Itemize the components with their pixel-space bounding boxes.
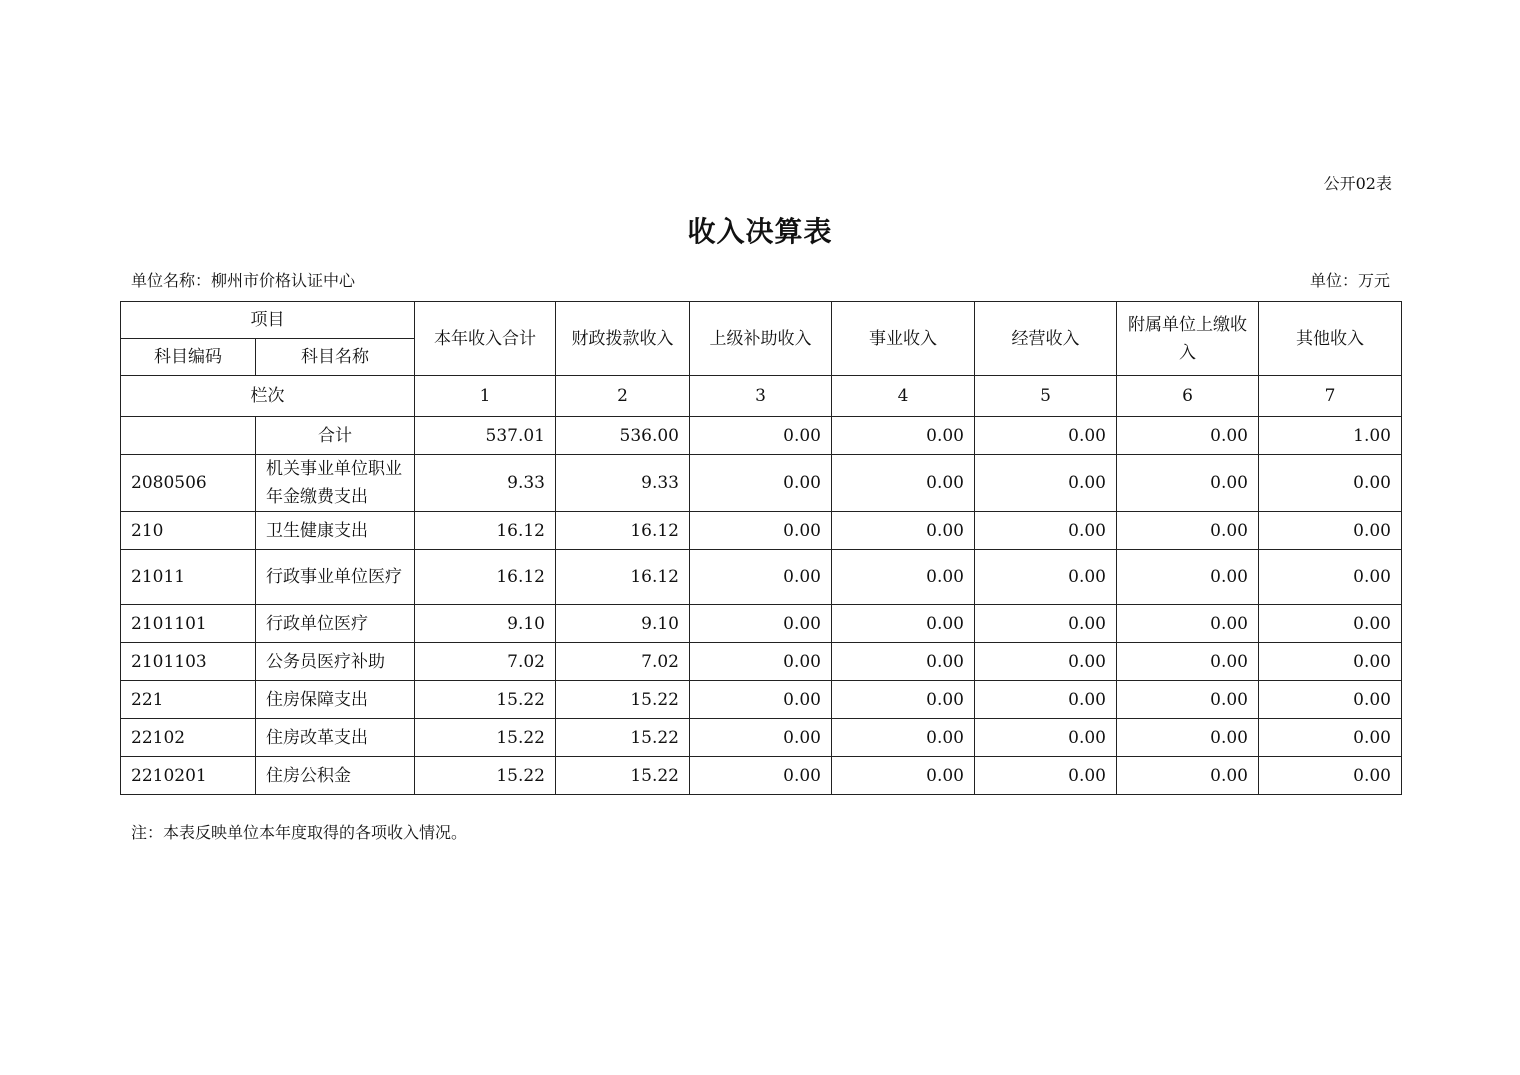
- amount-cell: 0.00: [975, 512, 1117, 550]
- amount-cell: 0.00: [1259, 681, 1402, 719]
- unit-name: 单位名称：柳州市价格认证中心: [131, 271, 356, 290]
- amount-cell: 0.00: [975, 455, 1117, 512]
- project-header: 项目: [121, 302, 415, 339]
- subject-name-cell: 住房改革支出: [256, 719, 415, 757]
- amount-cell: 0.00: [975, 643, 1117, 681]
- page-title: 收入决算表: [687, 215, 833, 248]
- income-table: [120, 301, 1402, 795]
- amount-cell: 0.00: [975, 605, 1117, 643]
- total-value: 537.01: [415, 417, 556, 455]
- total-value: 536.00: [556, 417, 690, 455]
- amount-cell: 7.02: [556, 643, 690, 681]
- amount-cell: 16.12: [556, 550, 690, 605]
- table-row: [121, 605, 1402, 643]
- subject-name-cell: 卫生健康支出: [256, 512, 415, 550]
- amount-cell: 0.00: [690, 550, 832, 605]
- subject-name-cell: 行政单位医疗: [256, 605, 415, 643]
- subject-name-cell: 公务员医疗补助: [256, 643, 415, 681]
- amount-cell: 0.00: [690, 455, 832, 512]
- amount-cell: 9.10: [556, 605, 690, 643]
- column-header: 本年收入合计: [415, 302, 556, 376]
- total-row: [121, 417, 1402, 455]
- currency-unit: 单位：万元: [1309, 271, 1390, 290]
- amount-cell: 0.00: [832, 455, 975, 512]
- amount-cell: 0.00: [832, 512, 975, 550]
- table-row: [121, 550, 1402, 605]
- amount-cell: 0.00: [832, 681, 975, 719]
- amount-cell: 0.00: [1117, 643, 1259, 681]
- amount-cell: 0.00: [1117, 605, 1259, 643]
- footnote: 注：本表反映单位本年度取得的各项收入情况。: [131, 823, 468, 842]
- amount-cell: 9.10: [415, 605, 556, 643]
- amount-cell: 0.00: [690, 681, 832, 719]
- name-header: 科目名称: [256, 339, 415, 376]
- total-value: 1.00: [1259, 417, 1402, 455]
- amount-cell: 0.00: [832, 550, 975, 605]
- amount-cell: 0.00: [832, 643, 975, 681]
- column-header: 经营收入: [975, 302, 1117, 376]
- index-cell: 4: [832, 376, 975, 417]
- table-row: [121, 455, 1402, 512]
- column-header: 附属单位上缴收入: [1117, 302, 1259, 376]
- total-value: 0.00: [1117, 417, 1259, 455]
- amount-cell: 0.00: [832, 757, 975, 795]
- amount-cell: 15.22: [556, 719, 690, 757]
- index-label: 栏次: [121, 376, 415, 417]
- amount-cell: 15.22: [415, 757, 556, 795]
- total-value: 0.00: [832, 417, 975, 455]
- subject-code-cell: 2080506: [121, 455, 256, 512]
- amount-cell: 16.12: [556, 512, 690, 550]
- subject-name-cell: 住房保障支出: [256, 681, 415, 719]
- amount-cell: 0.00: [975, 757, 1117, 795]
- amount-cell: 0.00: [1117, 512, 1259, 550]
- index-cell: 2: [556, 376, 690, 417]
- amount-cell: 0.00: [1117, 757, 1259, 795]
- amount-cell: 0.00: [690, 643, 832, 681]
- amount-cell: 0.00: [690, 757, 832, 795]
- amount-cell: 0.00: [1117, 550, 1259, 605]
- total-value: 0.00: [975, 417, 1117, 455]
- amount-cell: 0.00: [1117, 455, 1259, 512]
- table-row: [121, 719, 1402, 757]
- total-value: 0.00: [690, 417, 832, 455]
- subject-name-cell: 住房公积金: [256, 757, 415, 795]
- amount-cell: 9.33: [556, 455, 690, 512]
- amount-cell: 7.02: [415, 643, 556, 681]
- index-cell: 5: [975, 376, 1117, 417]
- amount-cell: 0.00: [1117, 681, 1259, 719]
- amount-cell: 15.22: [556, 681, 690, 719]
- amount-cell: 0.00: [1259, 550, 1402, 605]
- subject-code-cell: 221: [121, 681, 256, 719]
- index-cell: 7: [1259, 376, 1402, 417]
- amount-cell: 0.00: [832, 719, 975, 757]
- code-header: 科目编码: [121, 339, 256, 376]
- amount-cell: 0.00: [975, 681, 1117, 719]
- amount-cell: 0.00: [690, 719, 832, 757]
- amount-cell: 0.00: [1117, 719, 1259, 757]
- amount-cell: 0.00: [690, 512, 832, 550]
- amount-cell: 16.12: [415, 550, 556, 605]
- amount-cell: 15.22: [556, 757, 690, 795]
- amount-cell: 15.22: [415, 681, 556, 719]
- amount-cell: 0.00: [1259, 455, 1402, 512]
- amount-cell: 0.00: [975, 719, 1117, 757]
- table-row: [121, 757, 1402, 795]
- table-row: [121, 512, 1402, 550]
- subject-name-cell: 行政事业单位医疗: [256, 550, 415, 605]
- amount-cell: 15.22: [415, 719, 556, 757]
- amount-cell: 0.00: [1259, 643, 1402, 681]
- index-cell: 6: [1117, 376, 1259, 417]
- subject-code-cell: 2101103: [121, 643, 256, 681]
- amount-cell: 0.00: [975, 550, 1117, 605]
- subject-name-cell: 机关事业单位职业年金缴费支出: [256, 455, 415, 512]
- subject-code-cell: 21011: [121, 550, 256, 605]
- table-row: [121, 643, 1402, 681]
- amount-cell: 0.00: [1259, 719, 1402, 757]
- amount-cell: 0.00: [1259, 605, 1402, 643]
- total-code-cell: [121, 417, 256, 455]
- index-cell: 3: [690, 376, 832, 417]
- column-header: 事业收入: [832, 302, 975, 376]
- column-header: 财政拨款收入: [556, 302, 690, 376]
- amount-cell: 0.00: [1259, 757, 1402, 795]
- subject-code-cell: 2210201: [121, 757, 256, 795]
- index-cell: 1: [415, 376, 556, 417]
- subject-code-cell: 2101101: [121, 605, 256, 643]
- column-header: 其他收入: [1259, 302, 1402, 376]
- form-code: 公开02表: [1323, 174, 1392, 193]
- amount-cell: 16.12: [415, 512, 556, 550]
- amount-cell: 9.33: [415, 455, 556, 512]
- subject-code-cell: 210: [121, 512, 256, 550]
- subject-code-cell: 22102: [121, 719, 256, 757]
- total-label: 合计: [256, 417, 415, 455]
- amount-cell: 0.00: [1259, 512, 1402, 550]
- amount-cell: 0.00: [832, 605, 975, 643]
- amount-cell: 0.00: [690, 605, 832, 643]
- column-header: 上级补助收入: [690, 302, 832, 376]
- table-row: [121, 681, 1402, 719]
